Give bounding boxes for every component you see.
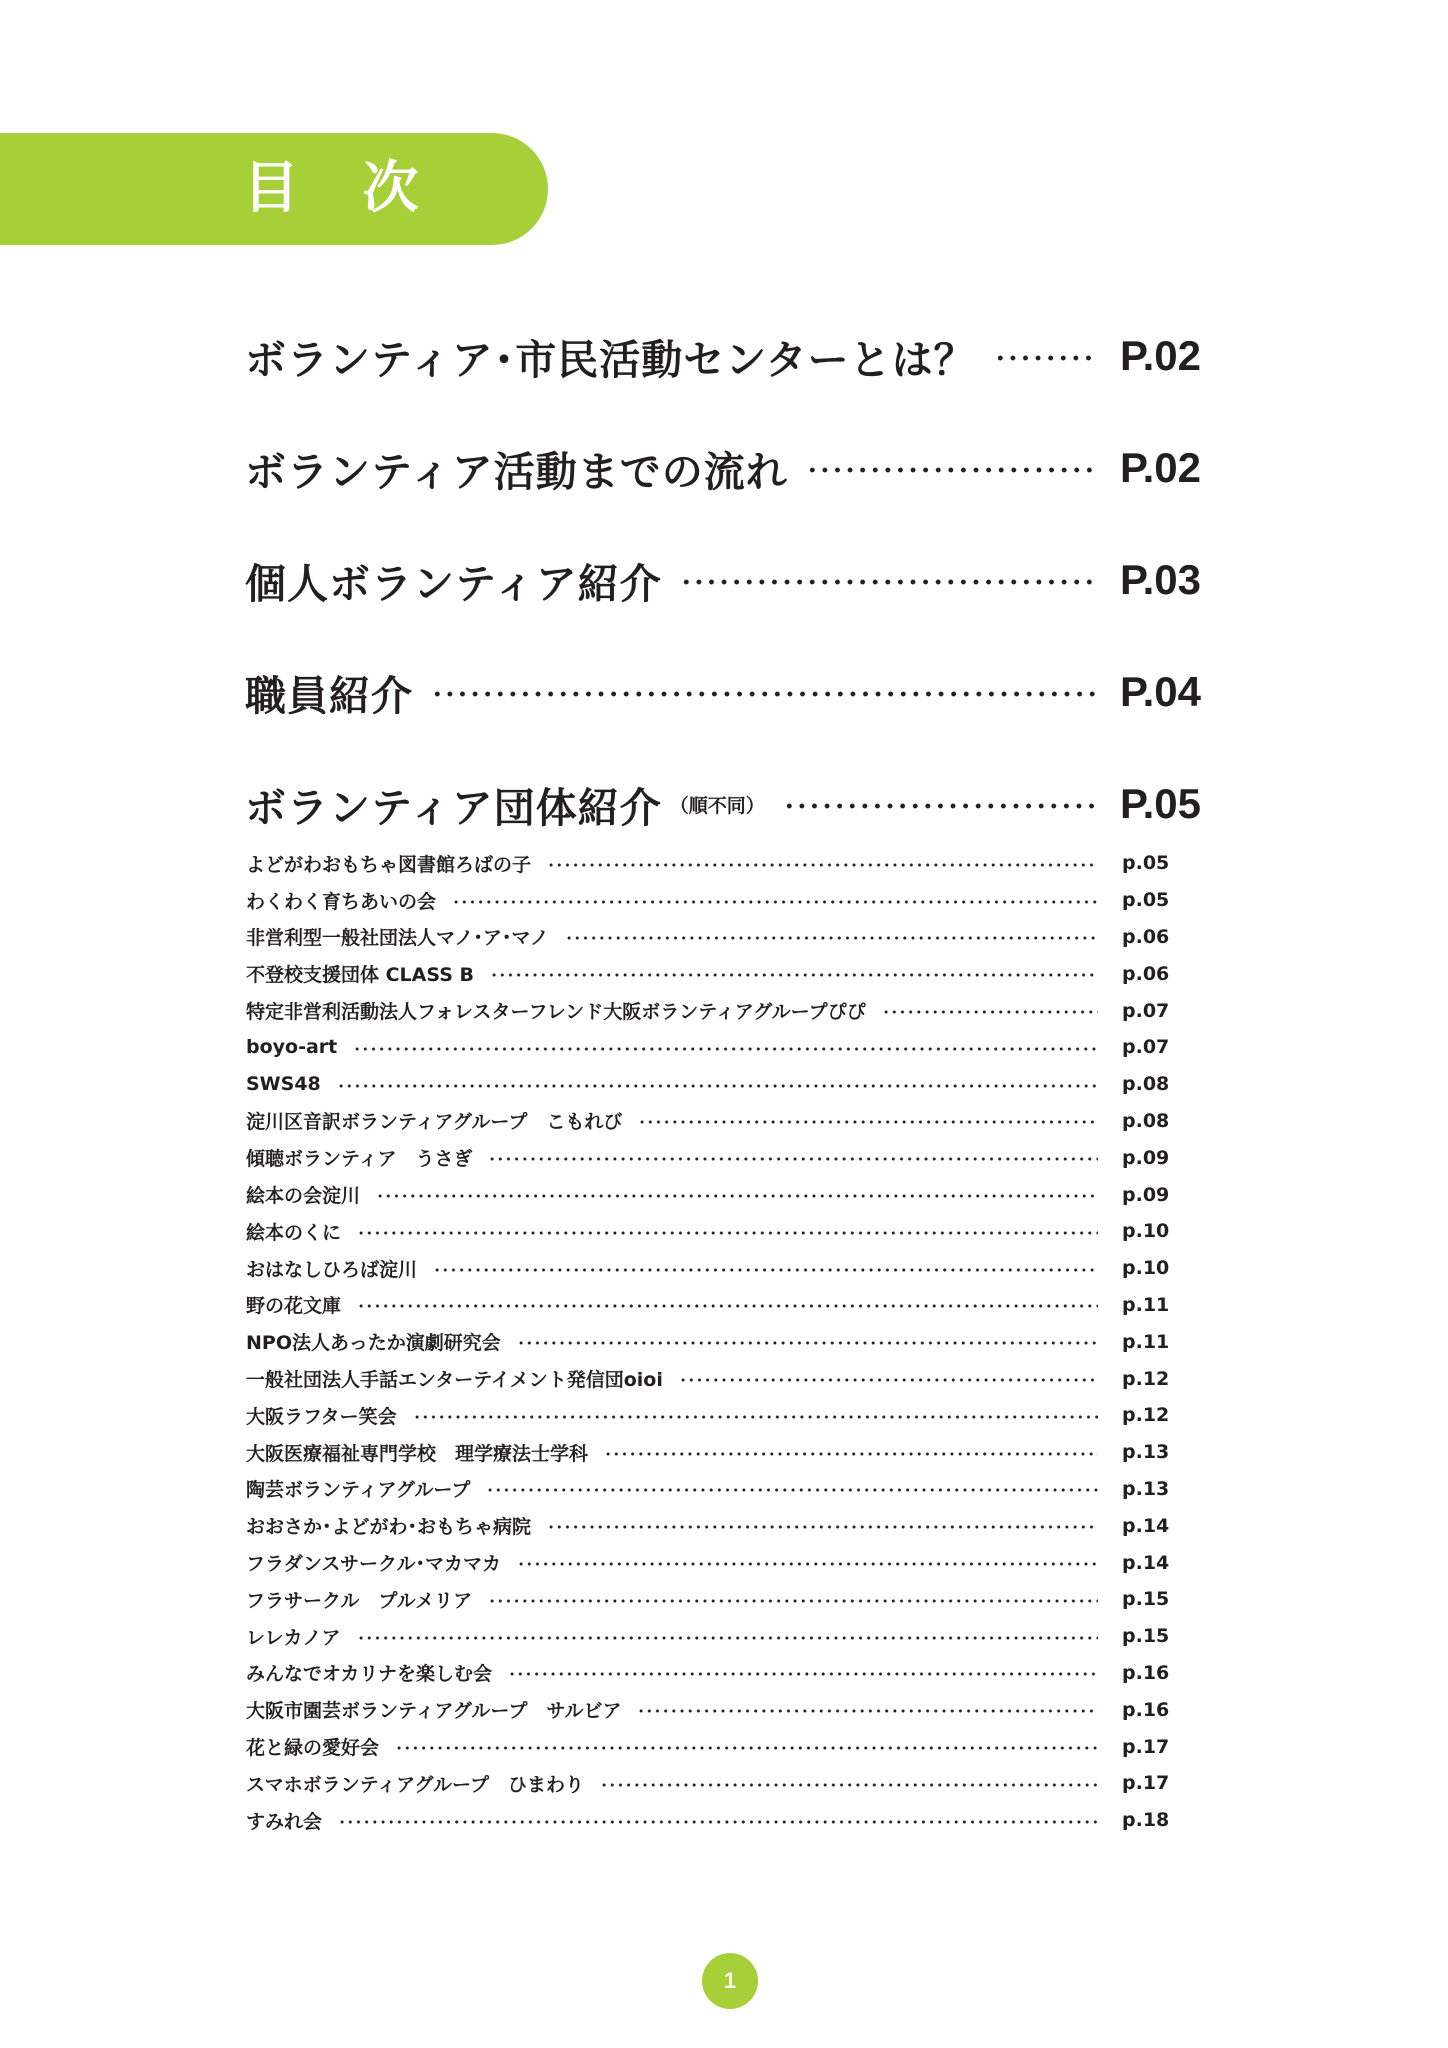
dot-leader <box>517 1341 1098 1345</box>
toc-main-note: （順不同） <box>669 794 765 817</box>
toc-main-row[interactable] <box>245 524 1210 636</box>
toc-group-row[interactable] <box>246 1802 1174 1839</box>
toc-group-page: p.15 <box>1122 1625 1170 1648</box>
toc-group-label: NPO法人あったか演劇研究会 <box>246 1332 501 1355</box>
dot-leader <box>600 1783 1098 1787</box>
toc-group-row[interactable] <box>246 882 1174 919</box>
toc-group-row[interactable] <box>246 1176 1174 1213</box>
dot-leader <box>783 803 1098 809</box>
title-banner <box>0 133 548 245</box>
toc-group-label: 大阪ラフター笑会 <box>246 1405 397 1428</box>
toc-group-label: 非営利型一般社団法人マノ･ア･マノ <box>246 927 549 950</box>
page-title: 目 次 <box>243 156 441 221</box>
toc-group-row[interactable] <box>246 1471 1174 1508</box>
toc-group-page: p.05 <box>1122 889 1170 912</box>
dot-leader <box>431 691 1098 697</box>
toc-group-label: よどがわおもちゃ図書館ろばの子 <box>246 853 532 876</box>
toc-group-label: 特定非営利活動法人フォレスターフレンド大阪ボランティアグループぴぴ <box>246 1001 866 1024</box>
toc-group-label: 淀川区音訳ボランティアグループ こもれび <box>246 1111 623 1134</box>
toc-main-label: ボランティア活動までの流れ <box>245 447 788 496</box>
toc-group-row[interactable] <box>246 1507 1174 1544</box>
toc-main-row[interactable] <box>245 636 1210 748</box>
toc-group-label: おはなしひろば淀川 <box>246 1258 418 1281</box>
toc-group-page: p.16 <box>1122 1661 1170 1684</box>
dot-leader <box>486 1488 1098 1492</box>
toc-group-label: 花と緑の愛好会 <box>246 1737 380 1760</box>
toc-group-page: p.09 <box>1122 1183 1170 1206</box>
toc-main-row[interactable] <box>245 300 1210 412</box>
dot-leader <box>547 1525 1098 1529</box>
page-number-badge: 1 <box>702 1953 758 2009</box>
dot-leader <box>488 1599 1098 1603</box>
dot-leader <box>637 1709 1098 1713</box>
toc-group-row[interactable] <box>246 1250 1174 1287</box>
dot-leader <box>547 863 1098 867</box>
toc-group-row[interactable] <box>246 1544 1174 1581</box>
toc-group-row[interactable] <box>246 1103 1174 1140</box>
toc-group-row[interactable] <box>246 1360 1174 1397</box>
toc-group-row[interactable] <box>246 1287 1174 1324</box>
dot-leader <box>488 1157 1098 1161</box>
toc-group-label: 絵本の会淀川 <box>246 1185 361 1208</box>
dot-leader <box>565 936 1098 940</box>
toc-group-label: 大阪市園芸ボランティアグループ サルビア <box>246 1700 622 1723</box>
toc-group-row[interactable] <box>246 1434 1174 1471</box>
dot-leader <box>994 355 1098 361</box>
dot-leader <box>433 1268 1098 1272</box>
group-toc-list <box>246 845 1174 1839</box>
toc-group-label: 一般社団法人手話エンターテイメント発信団oioi <box>246 1369 663 1392</box>
toc-group-page: p.12 <box>1122 1367 1170 1390</box>
dot-leader <box>490 973 1098 977</box>
main-toc-list <box>245 300 1210 860</box>
dot-leader <box>517 1562 1098 1566</box>
toc-group-label: 不登校支援団体 CLASS B <box>246 964 474 987</box>
toc-group-label: boyo-art <box>246 1036 338 1059</box>
dot-leader <box>413 1415 1098 1419</box>
toc-group-page: p.18 <box>1122 1809 1170 1832</box>
toc-group-page: p.07 <box>1122 1036 1170 1059</box>
toc-group-page: p.14 <box>1122 1514 1170 1537</box>
dot-leader <box>357 1636 1098 1640</box>
dot-leader <box>395 1746 1098 1750</box>
toc-group-label: レレカノア <box>246 1626 341 1649</box>
toc-group-page: p.10 <box>1122 1220 1170 1243</box>
dot-leader <box>508 1672 1098 1676</box>
toc-group-page: p.09 <box>1122 1146 1170 1169</box>
toc-group-page: p.11 <box>1122 1293 1170 1316</box>
toc-group-label: すみれ会 <box>246 1810 323 1833</box>
toc-group-row[interactable] <box>246 1066 1174 1103</box>
dot-leader <box>357 1304 1098 1308</box>
toc-group-label: みんなでオカリナを楽しむ会 <box>246 1663 493 1686</box>
toc-group-row[interactable] <box>246 845 1174 882</box>
toc-group-label: 絵本のくに <box>246 1221 342 1244</box>
toc-main-page: P.04 <box>1120 668 1201 715</box>
toc-main-label: 職員紹介 <box>245 671 413 720</box>
toc-group-label: おおさか･よどがわ･おもちゃ病院 <box>246 1516 532 1539</box>
toc-group-label: 大阪医療福祉専門学校 理学療法士学科 <box>246 1442 589 1465</box>
toc-group-label: 野の花文庫 <box>246 1295 342 1318</box>
dot-leader <box>452 900 1098 904</box>
toc-group-page: p.17 <box>1122 1735 1170 1758</box>
toc-main-page: P.02 <box>1120 444 1201 491</box>
toc-group-page: p.08 <box>1122 1073 1170 1096</box>
toc-main-row[interactable] <box>245 748 1210 860</box>
dot-leader <box>679 1378 1098 1382</box>
toc-group-label: SWS48 <box>246 1073 321 1096</box>
toc-group-page: p.06 <box>1122 925 1170 948</box>
toc-group-page: p.05 <box>1122 852 1170 875</box>
toc-group-row[interactable] <box>246 1728 1174 1765</box>
toc-group-label: 陶芸ボランティアグループ <box>246 1479 471 1502</box>
toc-group-label: わくわく育ちあいの会 <box>246 890 437 913</box>
dot-leader <box>882 1010 1098 1014</box>
toc-group-page: p.13 <box>1122 1441 1170 1464</box>
toc-group-row[interactable] <box>246 1323 1174 1360</box>
toc-group-page: p.08 <box>1122 1109 1170 1132</box>
toc-group-row[interactable] <box>246 1029 1174 1066</box>
toc-group-row[interactable] <box>246 1765 1174 1802</box>
toc-main-label: ボランティア団体紹介 <box>245 783 662 832</box>
toc-group-page: p.17 <box>1122 1772 1170 1795</box>
toc-group-page: p.11 <box>1122 1330 1170 1353</box>
dot-leader <box>680 579 1098 585</box>
toc-group-page: p.13 <box>1122 1477 1170 1500</box>
toc-group-label: フラダンスサークル･マカマカ <box>246 1553 501 1576</box>
dot-leader <box>357 1231 1098 1235</box>
toc-main-label: ボランティア･市民活動センターとは？ <box>245 335 976 384</box>
toc-group-row[interactable] <box>246 1618 1174 1655</box>
toc-group-row[interactable] <box>246 1581 1174 1618</box>
toc-group-page: p.16 <box>1122 1698 1170 1721</box>
toc-group-page: p.07 <box>1122 999 1170 1022</box>
toc-group-row[interactable] <box>246 992 1174 1029</box>
toc-group-row[interactable] <box>246 1397 1174 1434</box>
toc-main-page: P.03 <box>1120 556 1201 603</box>
toc-group-label: 傾聴ボランティア うさぎ <box>246 1148 473 1171</box>
toc-group-label: スマホボランティアグループ ひまわり <box>246 1773 585 1796</box>
toc-group-page: p.14 <box>1122 1551 1170 1574</box>
dot-leader <box>337 1084 1098 1088</box>
toc-group-page: p.15 <box>1122 1588 1170 1611</box>
toc-group-row[interactable] <box>246 1139 1174 1176</box>
dot-leader <box>338 1820 1098 1824</box>
toc-group-row[interactable] <box>246 919 1174 956</box>
toc-group-row[interactable] <box>246 1691 1174 1728</box>
dot-leader <box>638 1120 1098 1124</box>
toc-group-row[interactable] <box>246 1213 1174 1250</box>
dot-leader <box>353 1047 1098 1051</box>
toc-group-page: p.10 <box>1122 1257 1170 1280</box>
toc-main-page: P.05 <box>1120 780 1201 827</box>
toc-main-label: 個人ボランティア紹介 <box>245 559 662 608</box>
toc-group-page: p.12 <box>1122 1404 1170 1427</box>
dot-leader <box>604 1452 1098 1456</box>
toc-group-page: p.06 <box>1122 962 1170 985</box>
toc-main-page: P.02 <box>1120 332 1201 379</box>
toc-main-row[interactable] <box>245 412 1210 524</box>
dot-leader <box>806 467 1098 473</box>
toc-group-row[interactable] <box>246 955 1174 992</box>
dot-leader <box>376 1194 1098 1198</box>
toc-group-row[interactable] <box>246 1655 1174 1692</box>
toc-group-label: フラサークル プルメリア <box>246 1589 473 1612</box>
